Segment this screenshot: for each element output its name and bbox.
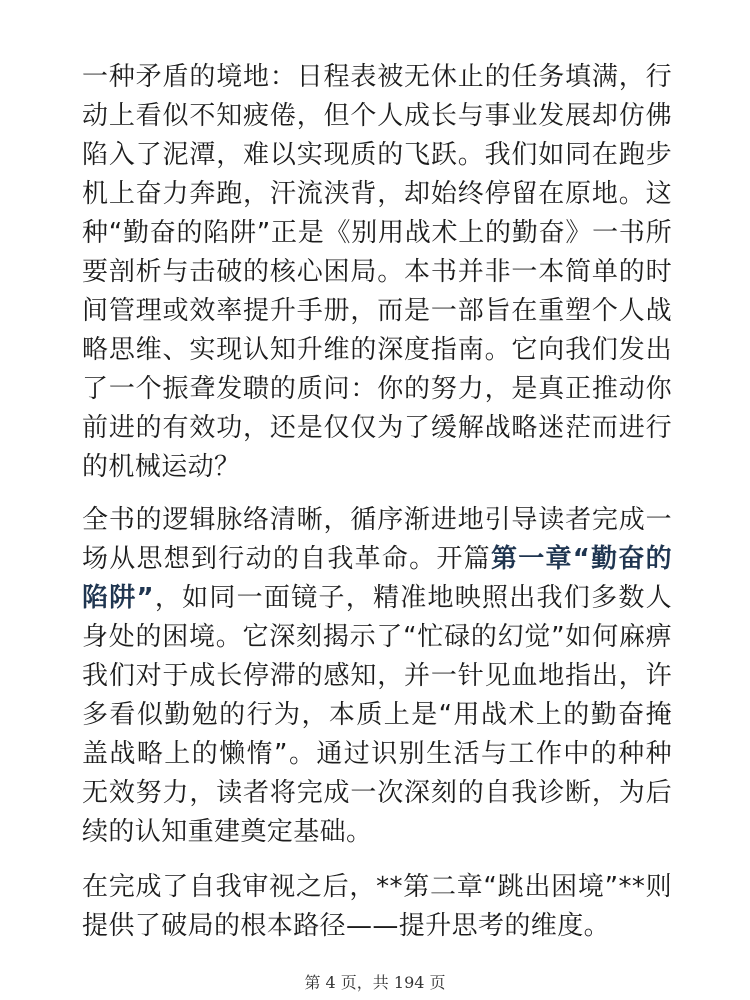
paragraph-2-text-after: ，如同一面镜子，精准地映照出我们多数人身处的困境。它深刻揭示了“忙碌的幻觉”如何麻痹我们对于成长停滞的感知，并一针见血地指出，许多看似勤勉的行为，本质上是“用战术上的勤奋掩盖战略上的懒惰”。通过识别生活与工作中的种种无效努力，读者将完成一次深刻的自我诊断，为后续的认知重建奠定基础。 [82,583,672,847]
page-number-footer: 第 4 页，共 194 页 [304,973,446,992]
paragraph-1 [82,58,672,487]
paragraph-3-text: 在完成了自我审视之后，**第二章“跳出困境”**则提供了破局的根本路径——提升思考的维度。 [82,872,672,941]
paragraph-3 [82,868,672,946]
paragraph-1-text: 一种矛盾的境地：日程表被无休止的任务填满，行动上看似不知疲倦，但个人成长与事业发展却仿佛陷入了泥潭，难以实现质的飞跃。我们如同在跑步机上奋力奔跑，汗流浃背，却始终停留在原地。这种“勤奋的陷阱”正是《别用战术上的勤奋》一书所要剖析与击破的核心困局。本书并非一本简单的时间管理或效率提升手册，而是一部旨在重塑个人战略思维、实现认知升维的深度指南。它向我们发出了一个振聋发聩的质问：你的努力，是真正推动你前进的有效功，还是仅仅为了缓解战略迷茫而进行的机械运动？ [82,62,672,482]
chapter-1-title-emphasis: 第一章“勤奋的陷阱” [82,544,672,613]
paragraph-2 [82,501,672,852]
body-text [82,58,672,960]
paragraph-2-text-before: 全书的逻辑脉络清晰，循序渐进地引导读者完成一场从思想到行动的自我革命。开篇 [82,505,672,574]
